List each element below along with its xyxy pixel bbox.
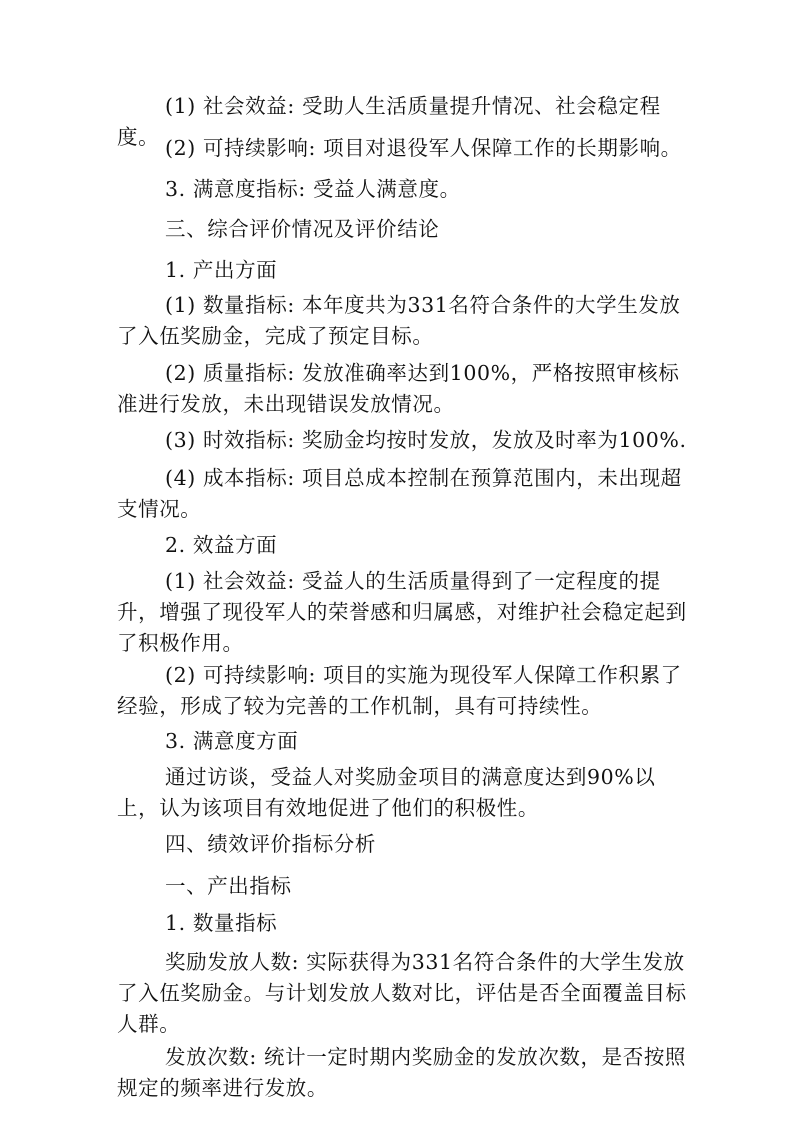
- section-heading-indicator-analysis: 四、绩效评价指标分析: [165, 832, 376, 856]
- subheading-benefit: 2. 效益方面: [165, 533, 278, 557]
- paragraph-sustainable-impact-indicator: (2) 可持续影响: 项目对退役军人保障工作的长期影响。: [165, 136, 682, 160]
- subheading-quantity-indicator: 1. 数量指标: [165, 911, 278, 935]
- subheading-output: 1. 产出方面: [165, 258, 278, 282]
- paragraph-satisfaction-indicator: 3. 满意度指标: 受益人满意度。: [165, 177, 461, 201]
- paragraph-sustainable-impact-result: (2) 可持续影响: 项目的实施为现役军人保障工作积累了经验，形成了较为完善的工作机制，具有可持续性。: [117, 663, 682, 718]
- paragraph-cost-result: (4) 成本指标: 项目总成本控制在预算范围内，未出现超支情况。: [117, 466, 682, 521]
- subheading-satisfaction: 3. 满意度方面: [165, 729, 299, 753]
- paragraph-quantity-result: (1) 数量指标: 本年度共为331名符合条件的大学生发放了入伍奖励金，完成了预定目标。: [117, 293, 681, 348]
- paragraph-social-benefit-result: (1) 社会效益: 受益人的生活质量得到了一定程度的提升，增强了现役军人的荣誉感和归属感，对维护社会稳定起到了积极作用。: [117, 569, 687, 655]
- paragraph-quality-result: (2) 质量指标: 发放准确率达到100%，严格按照审核标准进行发放，未出现错误发放情况。: [117, 361, 680, 416]
- paragraph-satisfaction-result: 通过访谈，受益人对奖励金项目的满意度达到90%以上，认为该项目有效地促进了他们的积极性。: [117, 765, 656, 820]
- paragraph-payment-frequency: 发放次数: 统计一定时期内奖励金的发放次数，是否按照规定的频率进行发放。: [117, 1045, 687, 1100]
- paragraph-social-benefit-indicator: (1) 社会效益: 受助人生活质量提升情况、社会稳定程度。: [117, 94, 661, 149]
- section-heading-output-indicators: 一、产出指标: [165, 874, 292, 898]
- paragraph-award-recipients: 奖励发放人数: 实际获得为331名符合条件的大学生发放了入伍奖励金。与计划发放人数对比，评估是否全面覆盖目标人群。: [117, 950, 687, 1036]
- section-heading-evaluation-conclusion: 三、综合评价情况及评价结论: [165, 217, 440, 241]
- paragraph-timeliness-result: (3) 时效指标: 奖励金均按时发放，发放及时率为100%.: [165, 428, 687, 452]
